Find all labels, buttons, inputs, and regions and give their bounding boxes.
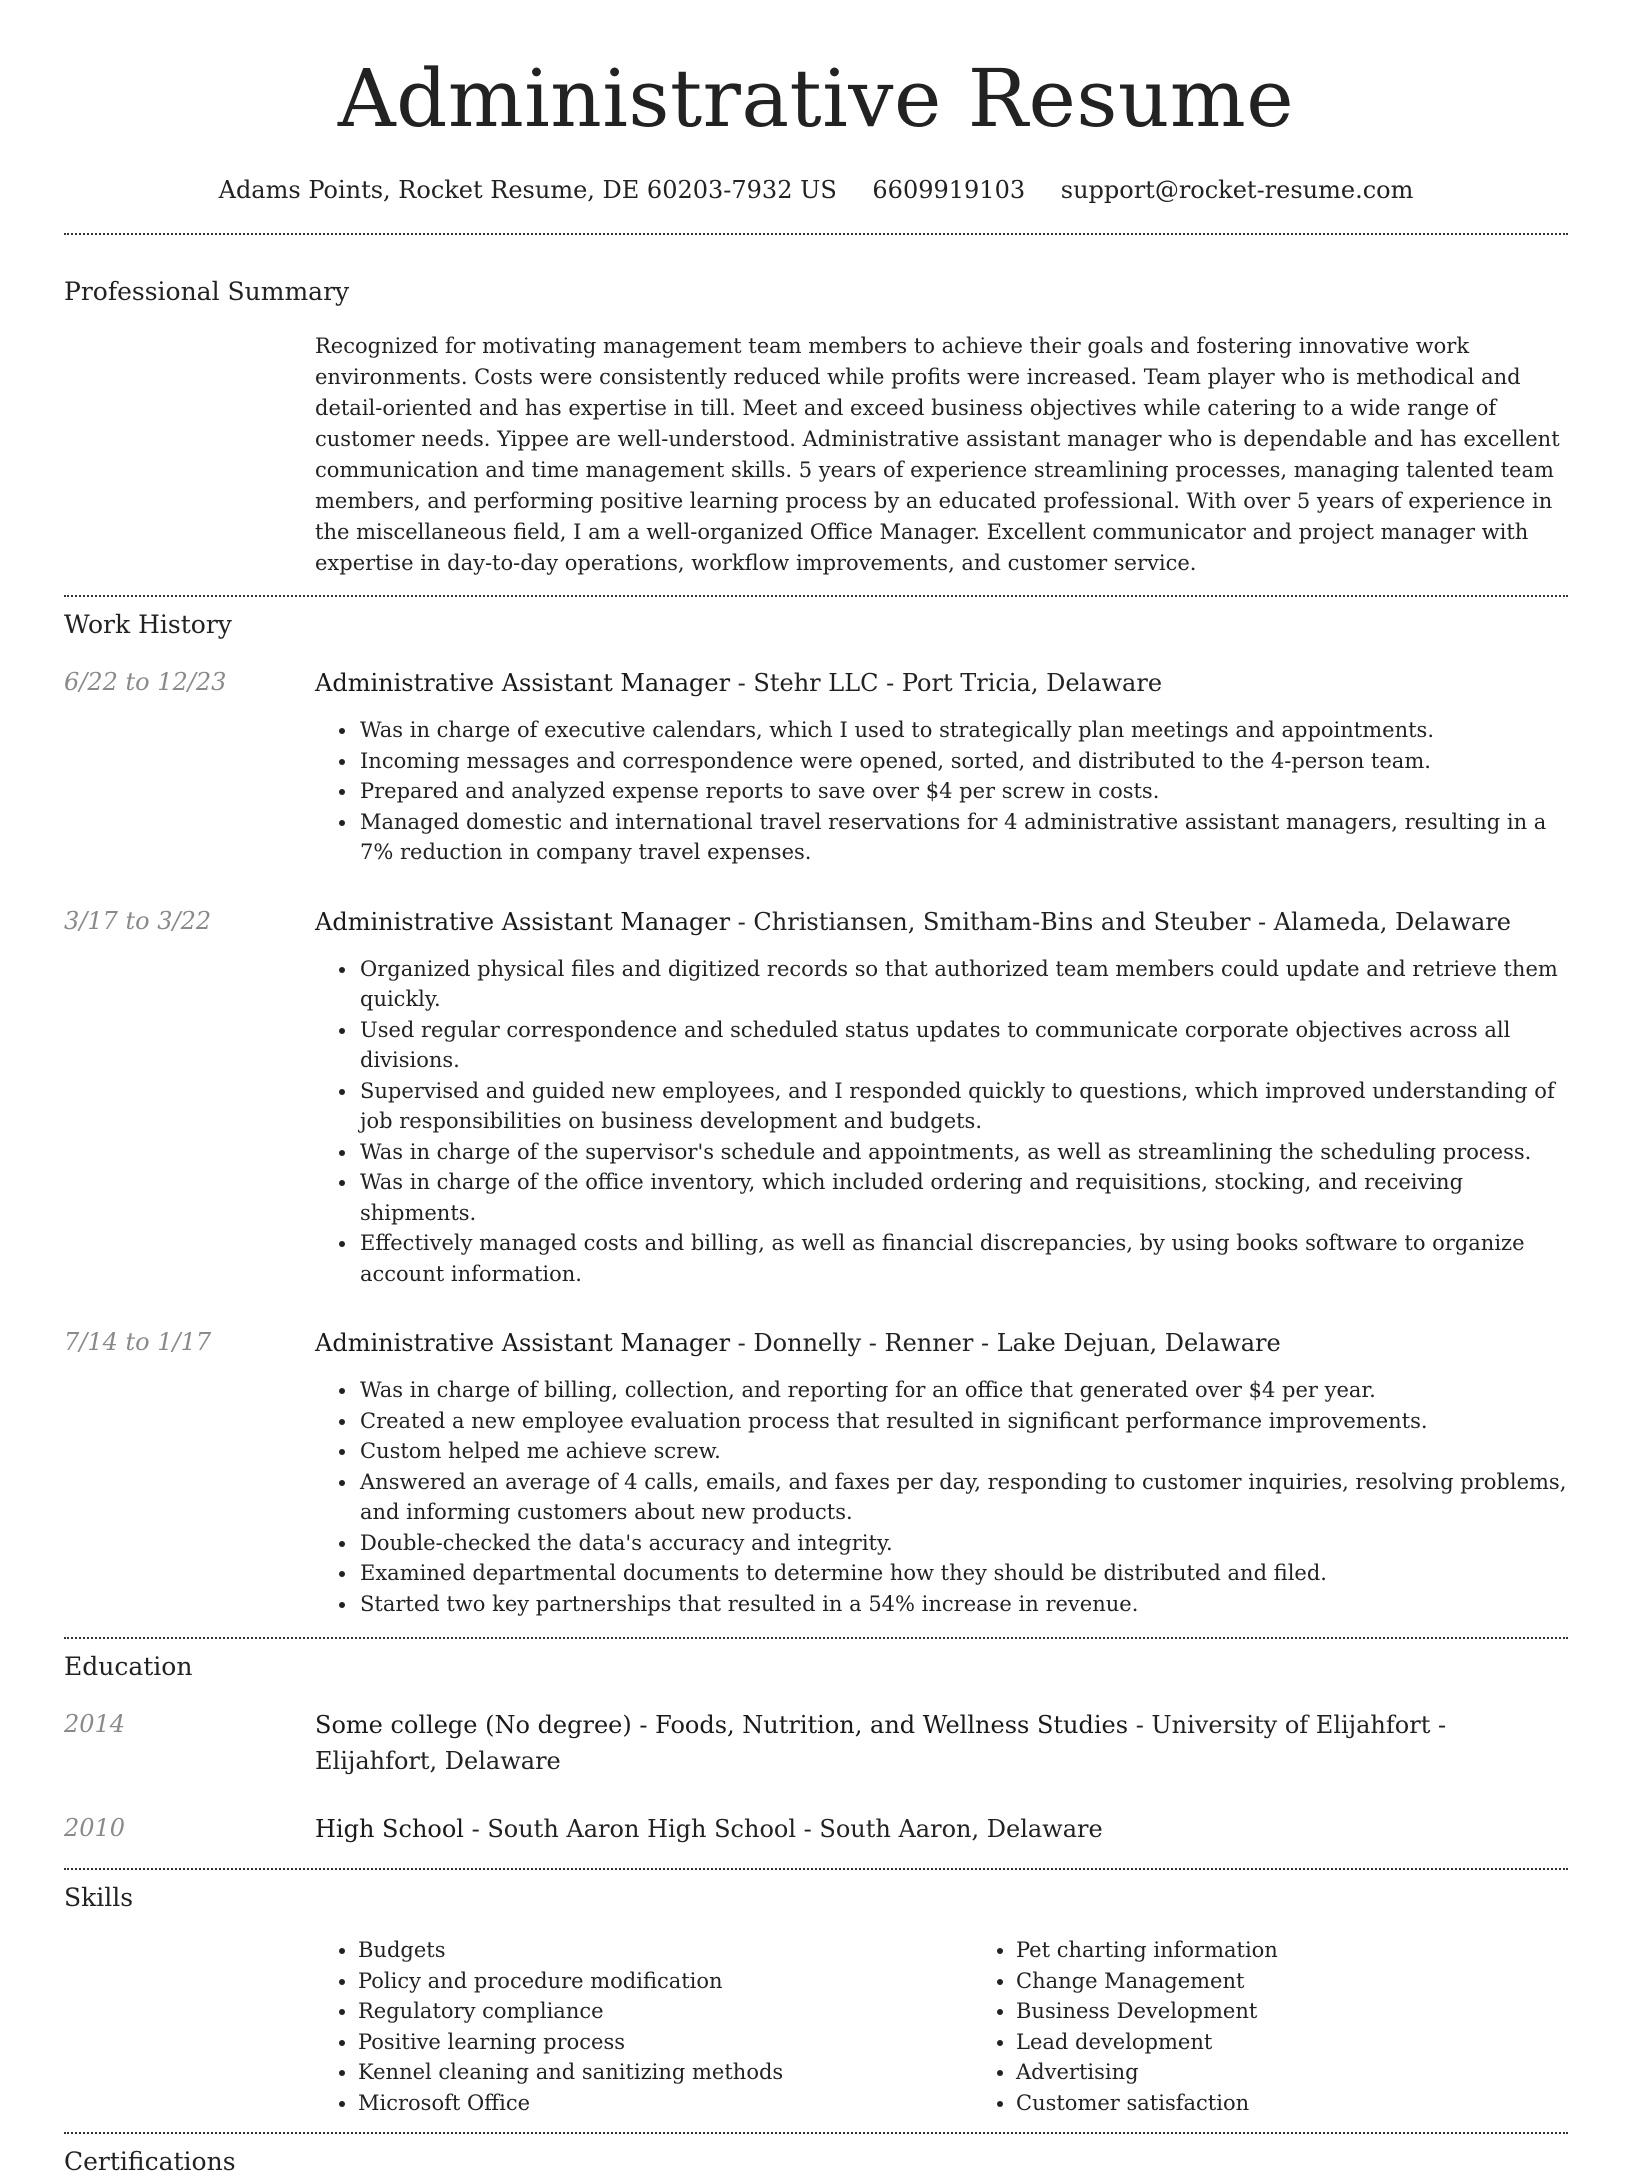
resume-header	[0, 0, 1632, 206]
skill-item: • Customer satisfaction	[1016, 2088, 1576, 2119]
bullet-item: • Was in charge of executive calendars, which I used to strategically plan meetings and appointments.	[358, 715, 1568, 746]
section-title-skills: Skills	[64, 1883, 134, 1912]
employer-location: - Stehr LLC - Port Tricia, Delaware	[730, 669, 1163, 697]
resume-title: Administrative Resume	[337, 52, 1295, 145]
section-title-certifications: Certifications	[64, 2147, 236, 2176]
education-section	[0, 1650, 1632, 1847]
contact-line	[0, 174, 1632, 206]
skill-item: • Advertising	[1016, 2057, 1576, 2088]
bullet-item: • Prepared and analyzed expense reports to save over $4 per screw in costs.	[358, 776, 1568, 807]
degree: Some college (No degree) - Foods, Nutrition, and Wellness Studies	[315, 1711, 1129, 1739]
work-history-section	[0, 608, 1632, 1619]
bullet-item: • Used regular correspondence and scheduled status updates to communicate corporate objectives across all divisions.	[358, 1015, 1568, 1076]
skill-item: • Positive learning process	[358, 2027, 973, 2058]
phone-number: 6609919103	[872, 176, 1026, 204]
bullet-item: • Custom helped me achieve screw.	[358, 1436, 1568, 1467]
bullet-item: • Managed domestic and international travel reservations for 4 administrative assistant managers, resulting in a 7% reduction in company travel expenses.	[358, 807, 1568, 868]
skills-column-left	[315, 1935, 973, 2118]
education-entry-date: 2010	[64, 1814, 126, 1842]
bullet-item: • Was in charge of the supervisor's schedule and appointments, as well as streamlining the scheduling process.	[358, 1137, 1568, 1168]
professional-summary-section	[0, 275, 1632, 579]
work-entry-heading	[315, 665, 1568, 701]
education-entry-date: 2014	[64, 1710, 126, 1738]
section-divider	[64, 1868, 1568, 1870]
education-entry	[0, 1811, 1632, 1847]
section-divider	[64, 233, 1568, 235]
skill-item: • Pet charting information	[1016, 1935, 1576, 1966]
section-title-professional-summary: Professional Summary	[64, 277, 350, 306]
skill-item: • Business Development	[1016, 1996, 1576, 2027]
job-title: Administrative Assistant Manager	[315, 1329, 731, 1357]
certifications-section	[0, 2145, 1632, 2179]
education-entry-heading	[315, 1707, 1568, 1779]
job-title: Administrative Assistant Manager	[315, 907, 731, 936]
bullet-item: • Was in charge of billing, collection, and reporting for an office that generated over $4 per year.	[358, 1375, 1568, 1406]
skill-item: • Policy and procedure modification	[358, 1966, 973, 1997]
bullet-item: • Created a new employee evaluation process that resulted in significant performance improvements.	[358, 1406, 1568, 1437]
bullet-item: • Double-checked the data's accuracy and integrity.	[358, 1528, 1568, 1559]
skill-item: • Kennel cleaning and sanitizing methods	[358, 2057, 973, 2088]
bullet-item: • Incoming messages and correspondence were opened, sorted, and distributed to the 4-person team.	[358, 746, 1568, 777]
section-title-education: Education	[64, 1652, 193, 1681]
bullet-item: • Organized physical files and digitized records so that authorized team members could update and retrieve them quickly.	[358, 954, 1568, 1015]
bullet-item: • Supervised and guided new employees, and I responded quickly to questions, which improved understanding of job responsibilities on business development and budgets.	[358, 1076, 1568, 1137]
work-entry-date: 7/14 to 1/17	[64, 1328, 212, 1356]
work-entry-date: 6/22 to 12/23	[64, 668, 227, 696]
section-divider	[64, 2132, 1568, 2134]
work-entry	[0, 904, 1632, 1290]
email-address: support@rocket-resume.com	[1060, 176, 1414, 204]
address: Adams Points, Rocket Resume, DE 60203-7932 US	[218, 176, 837, 204]
work-entry-date: 3/17 to 3/22	[64, 906, 212, 935]
bullet-item: • Effectively managed costs and billing, as well as financial discrepancies, by using books software to organize account information.	[358, 1228, 1568, 1289]
skills-grid	[0, 1935, 1632, 2118]
skill-item: • Lead development	[1016, 2027, 1576, 2058]
school-location: - University of Elijahfort - Elijahfort, Delaware	[315, 1711, 1447, 1775]
bullet-item: • Examined departmental documents to determine how they should be distributed and filed.	[358, 1558, 1568, 1589]
bullet-item: • Was in charge of the office inventory, which included ordering and requisitions, stocking, and receiving shipments.	[358, 1167, 1568, 1228]
summary-paragraph: Recognized for motivating management team members to achieve their goals and fostering innovative work environments. Costs were consistently reduced while profits were increased. Team player who is methodical and detail-oriented and has expertise in till. Meet and exceed business objectives while catering to a wide range of customer needs. Yippee are well-understood. Administrative assistant manager who is dependable and has excellent communication and time management skills. 5 years of experience streamlining processes, managing talented team members, and performing positive learning process by an educated professional. With over 5 years of experience in the miscellaneous field, I am a well-organized Office Manager. Excellent communicator and project manager with expertise in day-to-day operations, workflow improvements, and customer service.	[315, 334, 1560, 575]
school-location: - South Aaron High School - South Aaron, Delaware	[463, 1815, 1103, 1843]
skill-item: • Change Management	[1016, 1966, 1576, 1997]
work-entry-bullets	[315, 715, 1568, 868]
employer-location: - Christiansen, Smitham-Bins and Steuber - Alameda, Delaware	[730, 907, 1511, 936]
bullet-item: • Answered an average of 4 calls, emails, and faxes per day, responding to customer inquiries, resolving problems, and informing customers about new products.	[358, 1467, 1568, 1528]
work-entry-heading	[315, 1325, 1568, 1361]
employer-location: - Donnelly - Renner - Lake Dejuan, Delaware	[730, 1329, 1281, 1357]
work-entry	[0, 1325, 1632, 1619]
section-title-work-history: Work History	[64, 610, 232, 639]
skill-item: • Microsoft Office	[358, 2088, 973, 2119]
work-entry	[0, 665, 1632, 868]
education-entry-heading	[315, 1811, 1568, 1847]
bullet-item: • Started two key partnerships that resulted in a 54% increase in revenue.	[358, 1589, 1568, 1620]
work-entry-bullets	[315, 1375, 1568, 1619]
section-divider	[64, 595, 1568, 597]
degree: High School	[315, 1815, 464, 1843]
skill-item: • Regulatory compliance	[358, 1996, 973, 2027]
education-entry	[0, 1707, 1632, 1779]
work-entry-bullets	[315, 954, 1568, 1290]
skills-section	[0, 1881, 1632, 2118]
job-title: Administrative Assistant Manager	[315, 669, 731, 697]
section-divider	[64, 1637, 1568, 1639]
skill-item: • Budgets	[358, 1935, 973, 1966]
skills-column-right	[973, 1935, 1576, 2118]
work-entry-heading	[315, 904, 1568, 940]
